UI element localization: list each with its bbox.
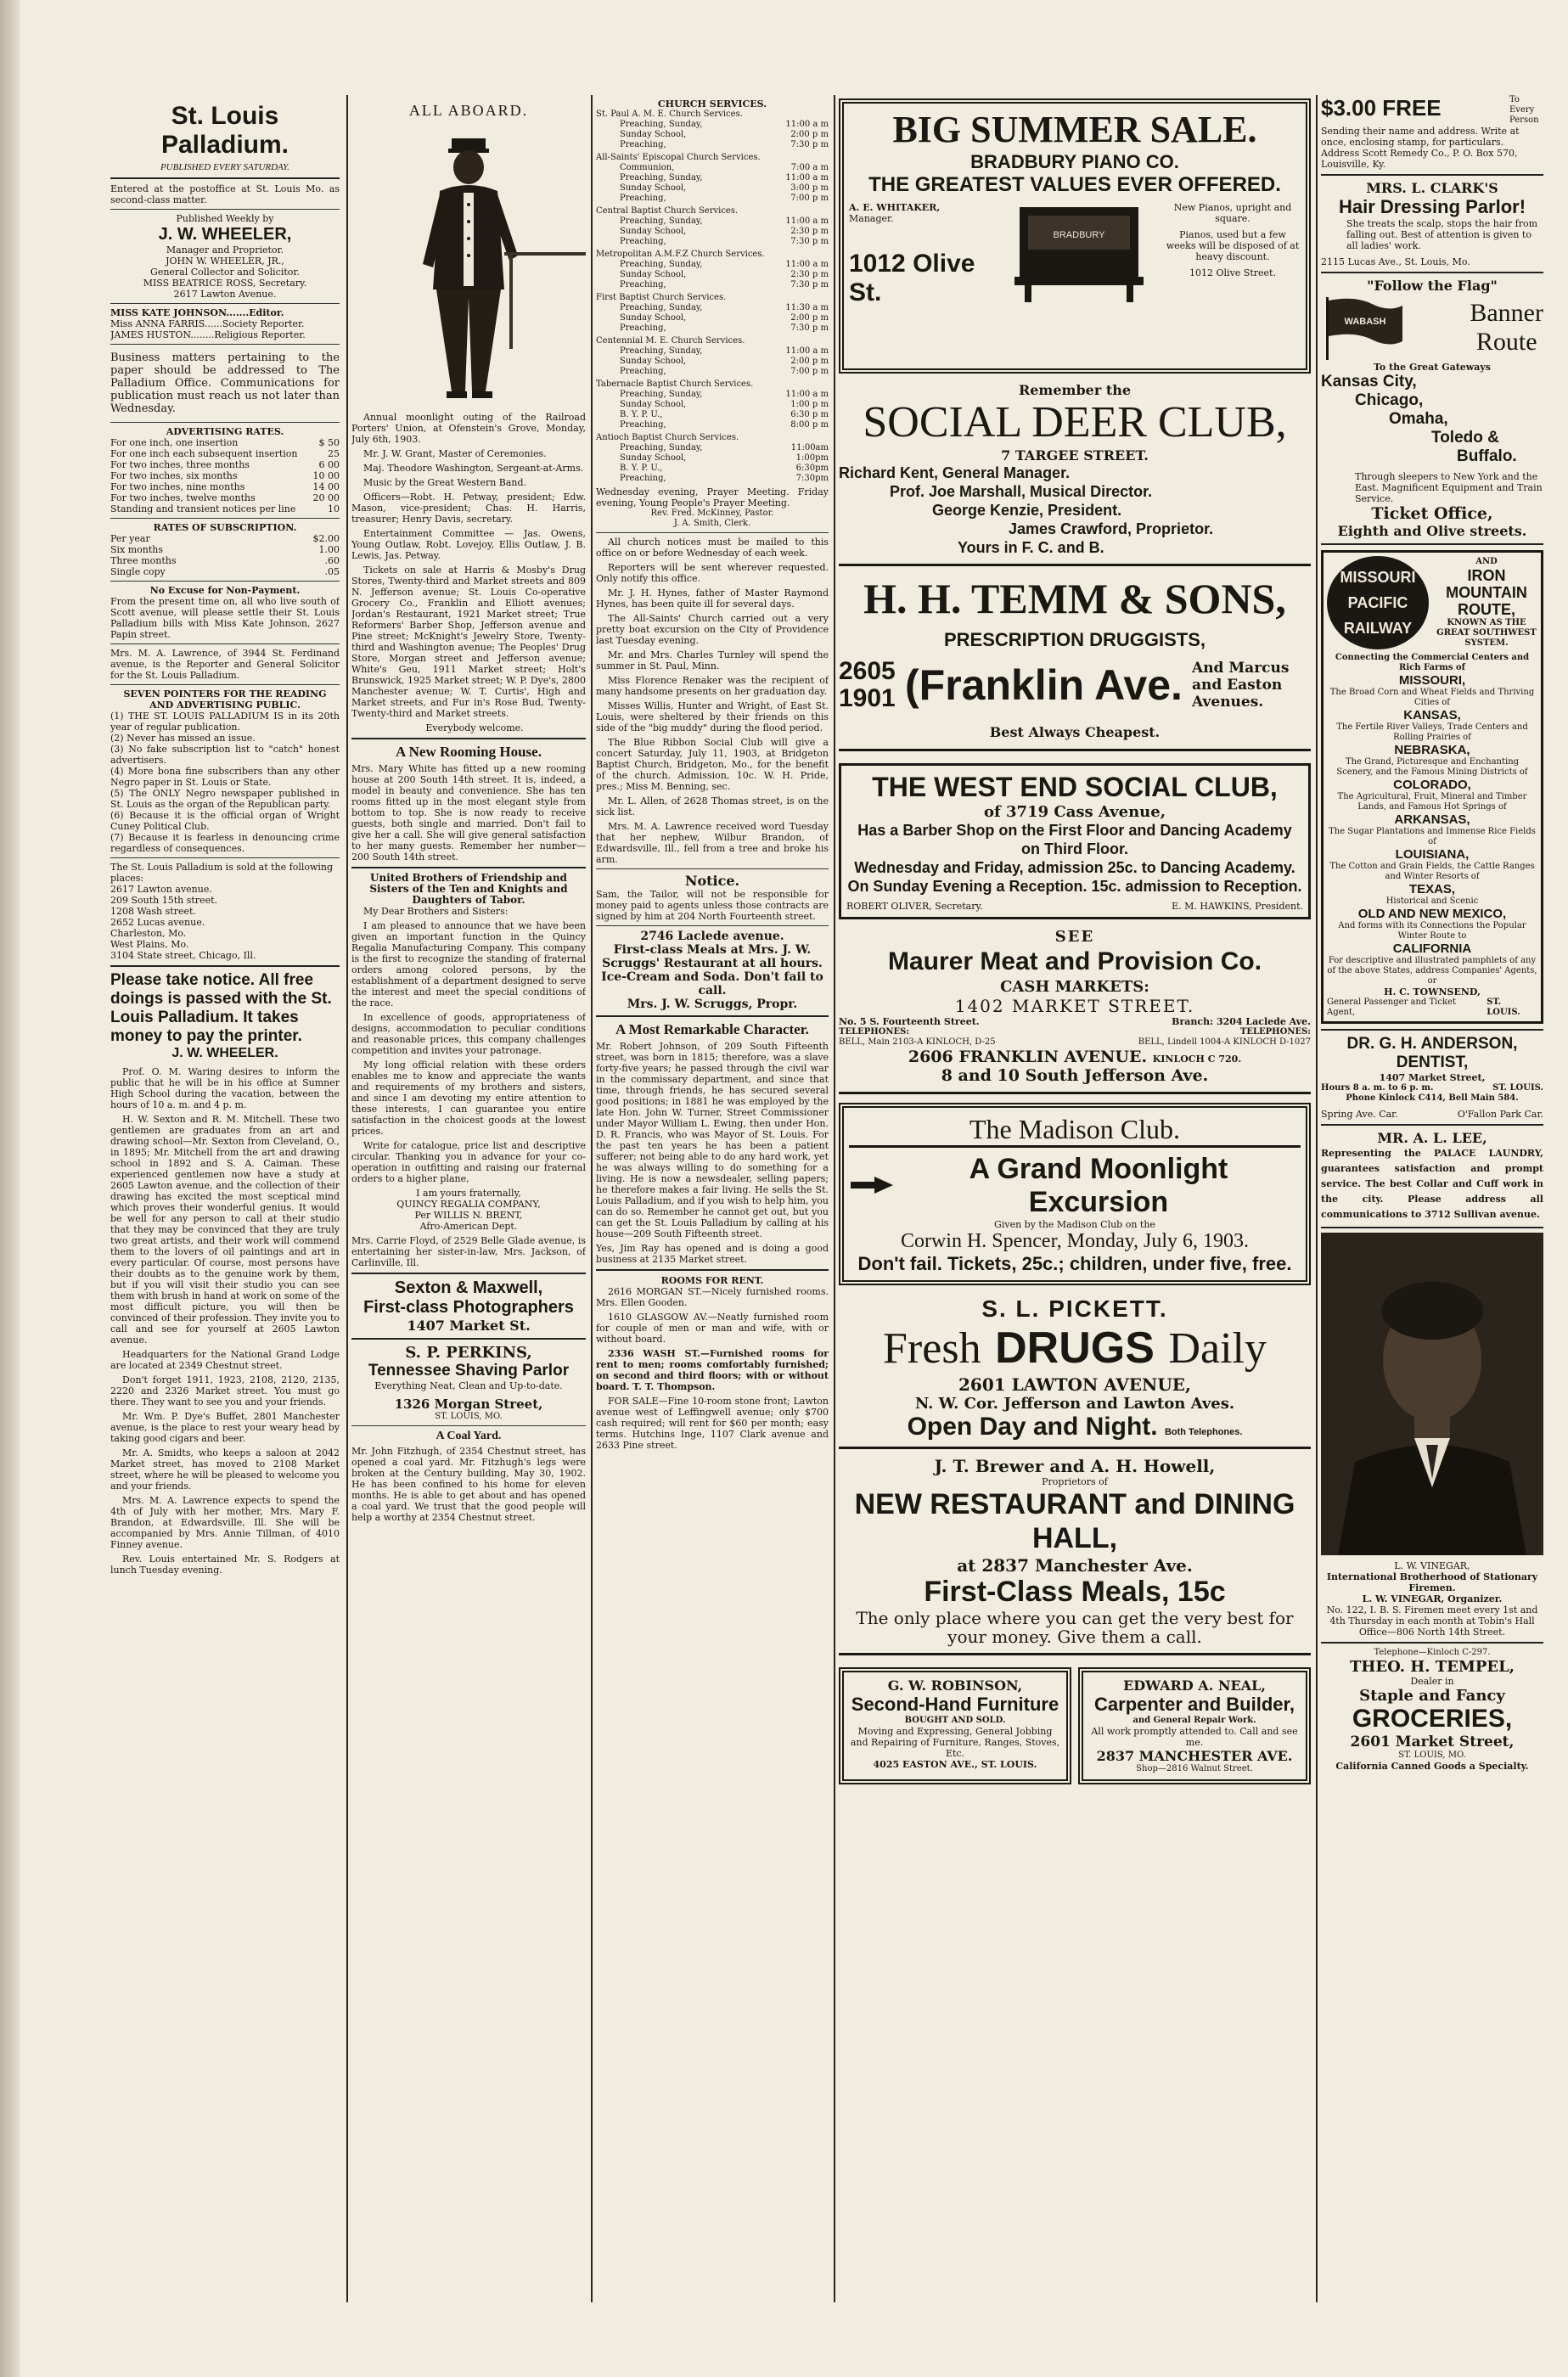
antioch-note: Wednesday evening, Prayer Meeting. Friday evening, Young People's Prayer Meeting. [596,486,829,509]
col1-paragraphs: Prof. O. M. Waring desires to inform the public that he will be in his office at Sumner High School during the vacation, between the hours of 10 a. m. and 4 p. m. H. W. Sexton and R. M. Mitchell. These two gentlemen are graduates from an art and drawing school—Mr. Sexton from Cleveland, O., in 1895; Mr. Mitchell from the art and drawing school in 1892 and S. A. Caiman. These experienced gentlemen now have a study at 2605 Lawton avenue, and the collection of their drawing has excited the most sceptical mind which proves their wonderful genius. It would be well for any person to call at their studio that they may be convinced that they are truly two great artists, and their work will commend them to the lovers of oil paintings and art in every particular. Of course, most persons have their doubts as to the genuine work by them, but if you will visit their studio you can see them with brush in hand at work on some of the most difficult picture, you will then be convinced of their profession. They invite you to call and see for yourself at 2605 Lawton avenue. Headquarters for the National Grand Lodge are located at 2349 Chestnut street. Don't forget 1911, 1923, 2108, 2120, 2135, 2220 and 2326 Market street. You must go there. They want to see you and your friends. Mr. Wm. P. Dye's Buffet, 2801 Manchester avenue, is the place to rest your weary head by taking good cigars and beer. Mr. A. Smidts, who keeps a saloon at 2042 Market street, has moved to 2108 Market street, where he will be pleased to welcome you and your friends. Mrs. M. A. Lawrence expects to spend the 4th of July with her mother, Mrs. Mary F. Brandon, at Edwardsville, Ill. She will be accompanied by Mrs. Annie Tillman, of 4010 Finney avenue. Rev. Louis entertained Mr. S. Rodgers at lunch Tuesday evening. [110,1066,340,1576]
service-time: 2:30 p m [790,227,829,236]
state-name: TEXAS, [1408,882,1456,896]
service-time: 7:30 p m [790,280,829,289]
church-service-row [596,367,829,377]
service-time: 11:00 a m [785,173,829,183]
publisher-name: J. W. WHEELER, [158,225,292,244]
tempel-groceries-ad: Telephone—Kinloch C-297. THEO. H. TEMPEL, Dealer in Staple and Fancy GROCERIES, 2601 Market Street, ST. LOUIS, MO. California Canned Goods a Specialty. [1335,1648,1529,1772]
service-time: 2:30 p m [790,270,829,279]
lee-laundry-ad: MR. A. L. LEE, Representing the PALACE LAUNDRY, guarantees satisfaction and prompt service. The best Collar and Cuff work in the city. Please address all communications to 3712 Sullivan avenue. [1321,1130,1543,1220]
wabash-route-ad: "Follow the Flag" WABASH Banner Route To the Great Gateways Kansas City, Chicago, Omaha, Toledo & Buffalo. Through sleepers to New York and the East. Magnificent Equipment and Train Service. Ticket Office, Eighth and Olive streets. [1321,278,1543,539]
portrait-illustration [1321,1233,1543,1555]
service-time: 2:00 p m [790,130,829,139]
church-service-row [596,390,829,400]
service-time: 11:00 a m [785,260,829,269]
church-service-row [596,400,829,410]
service-label: Preaching, [620,140,666,149]
new-restaurant-ad: J. T. Brewer and A. H. Howell, Proprietors of NEW RESTAURANT and DINING HALL, at 2837 Manchester Ave. First-Class Meals, 15c The only place where you can get the very best for your money. Give them a call. [839,1449,1311,1655]
coal-text: Mr. John Fitzhugh, of 2354 Chestnut street, has opened a coal yard. Mr. Fitzhugh's legs were broken at the Century building, May 30, 1902. He has been confined to his home for eleven months. He is able to get about and has opened a coal yard. We trust that the good people will help a worthy at 2354 Chestnut street. [351,1446,586,1523]
church-block [596,250,829,290]
church-block [596,379,829,430]
service-time: 2:00 p m [790,313,829,323]
pointing-hand-icon [849,1173,896,1199]
church-service-row [596,443,829,453]
church-service-row [596,346,829,357]
service-time: 3:00 p m [790,183,829,193]
church-block [596,206,829,247]
state-name: LOUISIANA, [1395,847,1470,862]
church-name: Antioch Baptist Church Services. [596,433,739,442]
church-block [596,110,829,150]
masthead-subtitle: PUBLISHED EVERY SATURDAY. [160,162,290,172]
sub-rates-table: Per year $2.00 Six months 1.00 Three months .60 Single copy .05 [110,533,340,577]
service-time: 11:00am [790,443,829,452]
service-time: 1:00pm [795,453,829,463]
column-rule [591,95,593,2302]
church-title: CHURCH SERVICES. [657,98,767,110]
church-block [596,293,829,334]
free-offer-ad: $3.00 FREE To Every Person Sending their name and address. Write at once, enclosing stamp, for particulars. Address Scott Remedy Co., P. O. Box 570, Louisville, Ky. [1321,95,1539,170]
service-label: Sunday School, [620,130,687,139]
service-time: 7:00 a m [790,163,829,172]
church-service-row [596,474,829,484]
service-label: Preaching, Sunday, [620,260,703,269]
rooming-text: Mrs. Mary White has fitted up a new rooming house at 200 South 14th street. It is, indeed, a model in beauty and convenience. She has ten rooms fitted up in the most elegant style from bottom to top. She is now ready to receive guests, both single and married. Don't fail to give her a call. She will give general satisfaction to her many guests. Remember her number—200 South 14th street. [351,763,586,863]
state-name: MISSOURI, [1398,673,1466,688]
remarkable-text: Mr. Robert Johnson, of 209 South Fifteenth street, was born in 1815; therefore, was a slave forty-five years; he passed through the civil war in the commissary department, and since that time, through friends, he has secured several good positions; in 1881 he was employed by the late Hon. John W. Turner, Street Commissioner under Mayor William L. Ewing, then under Hon. D. R. Francis, who was Mayor of St. Louis. For the past ten years he has been a patient sufferer; not being able to do any hard work, yet he was always willing to do something for a living. He is now a newsdealer, selling papers; he therefore makes a fair living. He sells the St. Louis Palladium, and if you wish to help him, you can do so. Remember he cannot get out, but you can get the St. Louis Palladium by calling at his house—209 South Fifteenth street. [596,1041,829,1239]
service-label: Sunday School, [620,313,687,323]
church-service-row [596,173,829,183]
column-4-ads [839,95,1311,2319]
service-time: 11:00 a m [785,390,829,399]
service-label: Preaching, Sunday, [620,120,703,129]
sold-at-list: The St. Louis Palladium is sold at the following places: 2617 Lawton avenue. 209 South 15th street. 1208 Wash street. 2652 Lucas avenue. Charleston, Mo. West Plains, Mo. 3104 State street, Chicago, Ill. [110,862,334,961]
church-service-row [596,194,829,204]
church-name: St. Paul A. M. E. Church Services. [596,110,743,119]
church-name: Metropolitan A.M.F.Z Church Services. [596,250,765,259]
vinegar-caption: L. W. VINEGAR, International Brotherhood of Stationary Firemen. L. W. VINEGAR, Organizer. No. 122, I. B. S. Firemen meet every 1st and 4th Thursday in each month at Tobin's Hall Office—806 North 14th Street. [1326,1560,1538,1638]
church-service-row [596,453,829,464]
service-label: Preaching, [620,474,666,483]
notice-title: Notice. [684,873,740,889]
service-label: B. Y. P. U., [620,410,663,419]
church-service-row [596,270,829,280]
church-service-row [596,357,829,367]
state-description: The Fertile River Valleys, Trade Centers and Rolling Prairies of [1336,722,1528,742]
west-end-club-ad: THE WEST END SOCIAL CLUB, of 3719 Cass Avenue, Has a Barber Shop on the First Floor and Dancing Academy on Third Floor. Wednesday and Friday, admission 25c. to Dancing Academy. On Sunday Evening a Reception. 15c. admission to Reception. ROBERT OLIVER, Secretary. E. M. HAWKINS, President. [839,763,1311,919]
adv-rates-title: ADVERTISING RATES. [166,426,284,437]
church-name: Tabernacle Baptist Church Services. [596,379,754,389]
service-label: Preaching, [620,194,666,203]
church-service-row [596,216,829,227]
service-label: Sunday School, [620,357,687,366]
church-service-row [596,120,829,130]
church-block [596,153,829,204]
jim-ray-note: Yes, Jim Ray has opened and is doing a good business at 2135 Market street. [596,1243,829,1265]
pointers-list: (1) THE ST. LOUIS PALLADIUM IS in its 20th year of regular publication. (2) Never has missed an issue. (3) No fake subscription list to "catch" honest advertisers. (4) More bona fine subscribers than any other Negro paper in St. Louis or State. (5) The ONLY Negro newspaper published in St. Louis as the organ of the Republican party. (6) Because it is the official organ of Wright Cuney Political Club. (7) Because it is fearless in denouncing crime regardless of consequences. [110,711,340,854]
service-label: Sunday School, [620,227,687,236]
piano-illustration [1011,202,1147,304]
service-time: 7:30 p m [790,140,829,149]
church-services [596,110,829,484]
coal-title: A Coal Yard. [436,1430,502,1442]
church-service-row [596,237,829,247]
service-time: 11:00 a m [785,216,829,226]
church-service-row [596,183,829,194]
service-label: Sunday School, [620,270,687,279]
temm-sons-ad: H. H. TEMM & SONS, PRESCRIPTION DRUGGISTS, 2605 1901 (Franklin Ave. And Marcus and Easton Avenues. Best Always Cheapest. [839,566,1311,751]
antioch-pastor: Rev. Fred. McKinney, Pastor. J. A. Smith, Clerk. [650,509,774,528]
state-description: The Sugar Plantations and Immense Rice Fields of [1329,827,1536,846]
church-block [596,433,829,484]
floyd-note: Mrs. Carrie Floyd, of 2529 Belle Glade avenue, is entertaining her sister-in-law, Mrs. Jackson, of Carlinville, Ill. [351,1235,586,1268]
service-time: 8:00 p m [790,420,829,430]
all-aboard-text: Annual moonlight outing of the Railroad Porters' Union, at Ofenstein's Grove, Monday, July 6th, 1903. Mr. J. W. Grant, Master of Ceremonies. Maj. Theodore Washington, Sergeant-at-Arms. Music by the Great Western Band. Officers—Robt. H. Petway, president; Edw. Mason, vice-president; Chas. H. Harris, treasurer; Henry Davis, secretary. Entertainment Committee — Jas. Owens, Young Outlaw, Robt. Lovejoy, Ellis Outlaw, J. B. Lewis, Jas. Petway. Tickets on sale at Harris & Mosby's Drug Stores, Twenty-third and Market streets and 809 N. Jefferson avenue; St. Louis Co-operative Grocery Co., Franklin and Elliott avenues; Jordan's Restaurant, 1921 Market street; True Reformers' Barber Shop, Jefferson avenue and Pine street; McKnight's Jewelry Store, Twenty-third and Washington avenue; The Peoples' Drug Store, Morgan street and Jefferson avenue; White's Geu, 1911 Market street; Holt's Brunswick, 1925 Market street; W. P. Dye's, 2800 Manchester avenue; W. T. Curtis', High and Market streets, and Fur in's Rose Bud, Twenty-Twenty-third and Market streets. Everybody welcome. [351,412,586,733]
pointers-title: SEVEN POINTERS FOR THE READING AND ADVERTISING PUBLIC. [123,688,327,711]
sub-rates-title: RATES OF SUBSCRIPTION. [153,522,297,533]
service-time: 7:30pm [795,474,829,483]
bottom-ads-row [839,1667,1311,1784]
service-time: 7:00 p m [790,194,829,203]
service-time: 7:30 p m [790,237,829,246]
state-description: The Grand, Picturesque and Enchanting Scenery, and the Famous Mining Districts of [1336,757,1528,777]
missouri-pacific-logo-icon: MISSOURI PACIFIC RAILWAY [1327,556,1429,649]
all-aboard-title: ALL ABOARD. [408,102,529,119]
service-time: 7:00 p m [790,367,829,376]
state-name: OLD AND NEW MEXICO, [1357,907,1507,921]
rooming-title: A New Rooming House. [396,744,542,760]
svg-text:BRADBURY: BRADBURY [1053,230,1105,240]
staff-list: Manager and Proprietor. JOHN W. WHEELER, JR., General Collector and Solicitor. MISS BEATRICE ROSS, Secretary. 2617 Lawton Avenue. [143,244,307,300]
bradbury-ad: BIG SUMMER SALE. BRADBURY PIANO CO. THE GREATEST VALUES EVER OFFERED. A. E. WHITAKER, Manager. 1012 Olive St. BRADBURY New Pianos, upright and square. Pianos, used but a few weeks will be disposed of at heavy discount. 1012 Olive Street. [839,98,1311,374]
pickett-drugs-ad: S. L. PICKETT. Fresh DRUGS Daily 2601 LAWTON AVENUE, N. W. Cor. Jefferson and Lawton Aves. Open Day and Night. Both Telephones. [839,1290,1311,1449]
service-label: Preaching, [620,323,666,333]
column-5 [1321,95,1543,2319]
neal-carpenter-ad: EDWARD A. NEAL, Carpenter and Builder, and General Repair Work. All work promptly attended to. Call and see me. 2837 MANCHESTER AVE. Shop—2816 Walnut Street. [1078,1667,1311,1784]
state-description: The Cotton and Grain Fields, the Cattle Ranges and Winter Resorts of [1329,862,1535,881]
church-service-row [596,323,829,334]
rooms-title: ROOMS FOR RENT. [660,1275,764,1286]
church-name: First Baptist Church Services. [596,293,727,302]
service-label: Sunday School, [620,400,687,409]
editor-list: MISS KATE JOHNSON.......Editor. Miss ANNA FARRIS......Society Reporter. JAMES HUSTON........Religious Reporter. [110,307,306,340]
scruggs-ad: 2746 Laclede avenue. First-class Meals at Mrs. J. W. Scruggs' Restaurant at all hours. Ice-Cream and Soda. Don't fail to call. Mrs. J. W. Scruggs, Propr. [601,930,823,1011]
service-label: Preaching, [620,280,666,289]
service-time: 2:00 p m [790,357,829,366]
service-label: Preaching, Sunday, [620,303,703,312]
excuse-text: From the present time on, all who live south of Scott avenue, will please settle their St. Louis Palladium bills with Miss Kate Johnson, 2627 Papin street. [110,596,340,640]
excuse-title: No Excuse for Non-Payment. [149,585,301,596]
masthead-title: St. Louis Palladium. [160,102,289,159]
column-2 [351,95,586,2319]
service-label: Preaching, Sunday, [620,216,703,226]
service-time: 11:30 a m [785,303,829,312]
church-name: All-Saints' Episcopal Church Services. [596,153,761,162]
church-service-row [596,410,829,420]
svg-text:WABASH: WABASH [1344,317,1386,327]
church-service-row [596,163,829,173]
lawrence-note: Mrs. M. A. Lawrence, of 3944 St. Ferdinand avenue, is the Reporter and General Solicitor for the St. Louis Palladium. [110,648,340,681]
church-service-row [596,130,829,140]
service-label: Sunday School, [620,183,687,193]
church-service-row [596,464,829,474]
state-description: The Agricultural, Fruit, Mineral and Timber Lands, and Famous Hot Springs of [1337,792,1527,812]
service-label: Preaching, [620,420,666,430]
social-deer-club-ad: Remember the SOCIAL DEER CLUB, 7 TARGEE STREET. Richard Kent, General Manager. Prof. Joe Marshall, Musical Director. George Kenzie, President. James Crawford, Proprietor. Yours in F. C. and B. [839,379,1311,566]
service-label: Preaching, [620,237,666,246]
church-service-row [596,303,829,313]
column-1 [110,95,340,2319]
church-name: Centennial M. E. Church Services. [596,336,745,346]
state-name: COLORADO, [1393,778,1471,792]
brothers-signature: I am yours fraternally, QUINCY REGALIA COMPANY, Per WILLIS N. BRENT, Afro-American Dept. [396,1188,541,1232]
service-time: 11:00 a m [785,120,829,129]
church-block [596,336,829,377]
state-description: Historical and Scenic [1385,896,1479,906]
clark-hair-ad: MRS. L. CLARK'S Hair Dressing Parlor! She treats the scalp, stops the hair from falling out. Best of attention is given to all ladies' work. 2115 Lucas Ave., St. Louis, Mo. [1321,180,1538,267]
service-time: 1:00 p m [790,400,829,409]
robinson-furniture-ad: G. W. ROBINSON, Second-Hand Furniture BOUGHT AND SOLD. Moving and Expressing, General Jobbing and Repairing of Furniture, Ranges, Stoves, Etc. 4025 EASTON AVE., ST. LOUIS. [839,1667,1071,1784]
service-time: 6:30 p m [790,410,829,419]
brothers-text: My Dear Brothers and Sisters: I am pleased to announce that we have been given an important function in the Quincy Regalia Manufacturing Company. This company is the first to recognize the standing of fraternal orders among colored persons, by the establishment of a department designed to serve the interest and meet the special conditions of the race. In excellence of goods, appropriateness of designs, accommodation to peculiar conditions and reasonable prices, this company challenges competition and invites your patronage. My long official relation with these orders enables me to know and appreciate the wants and requirements of my brothers and sisters, and since I am devoting my entire attention to these interests, I can guarantee you entire satisfaction in the choicest goods at the lowest prices. Write for catalogue, price list and descriptive circular. Thanking you in advance for your co-operation in outfitting and raising our fraternal orders to a higher plane, [351,906,586,1184]
church-service-row [596,227,829,237]
madison-club-ad: The Madison Club. A Grand Moonlight Excursion Given by the Madison Club on the Corwin H. Spencer, Monday, July 6, 1903. Don't fail. Tickets, 25c.; children, under five, free. [839,1103,1311,1285]
state-description: And forms with its Connections the Popular Winter Route to [1338,921,1526,941]
adv-rates-table: For one inch, one insertion $ 50 For one inch each subsequent insertion 25 For two inches, three months 6 00 For two inches, six months 10 00 For two inches, nine months 14 00 For two inches, twelve months 20 00 Standing and transient notices per line 10 [110,437,340,514]
state-description: The Broad Corn and Wheat Fields and Thriving Cities of [1329,688,1535,707]
printer-notice: Please take notice. All free doings is passed with the St. Louis Palladium. It takes money to pay the printer. [110,971,332,1045]
col3-paragraphs: All church notices must be mailed to this office on or before Wednesday of each week. Reporters will be sent wherever requested. Only notify this office. Mr. J. H. Hynes, father of Master Raymond Hynes, has been quite ill for several days. The All-Saints' Church carried out a very pretty boat excursion on the City of Providence last Tuesday evening. Mr. and Mrs. Charles Turnley will spend the summer in St. Paul, Minn. Miss Florence Renaker was the recipient of many handsome presents on her graduation day. Misses Willis, Hunter and Wright, of East St. Louis, were sheltered by their friends on this side of the "big muddy" during the flood period. The Blue Ribbon Social Club will give a concert Saturday, July 11, 1903, at Bridgeton Baptist Church, Bridgeton, Mo., for the benefit of the church. Admission, 10c. W. H. Pride, pres.; Miss M. Benning, sec. Mr. L. Allen, of 2628 Thomas street, is on the sick list. Mrs. M. A. Lawrence received word Tuesday that her nephew, Wilbur Brandon, of Edwardsville, Ill., fell from a tree and broke his arm. [596,537,829,865]
state-name: KANSAS, [1403,708,1461,722]
brothers-title: United Brothers of Friendship and Sisters of the Ten and Knights and Daughters of Tabor. [369,872,568,906]
service-time: 6:30pm [795,464,829,473]
perkins-ad: S. P. PERKINS, Tennessee Shaving Parlor Everything Neat, Clean and Up-to-date. 1326 Morgan Street, ST. LOUIS, MO. [368,1344,570,1421]
service-label: Communion, [620,163,675,172]
church-name: Central Baptist Church Services. [596,206,739,216]
service-label: Preaching, [620,367,666,376]
service-time: 11:00 a m [785,346,829,356]
church-service-row [596,420,829,430]
vinegar-portrait [1321,1233,1543,1555]
missouri-pacific-ad: MISSOURI PACIFIC RAILWAY AND IRON MOUNTAIN ROUTE, KNOWN AS THE GREAT SOUTHWEST SYSTEM. Connecting the Commercial Centers and Rich Farms of MISSOURI, The Broad Corn and Wheat Fields and Thriving Cities of KANSAS, The Fertile River Valleys, Trade Centers and Rolling Prairies of NEBRASKA, The Grand, Picturesque and Enchanting Scenery, and the Famous Mining Districts of COLORADO, The Agricultural, Fruit, Mineral and Timber Lands, and Famous Hot Springs of ARKANSAS, The Sugar Plantations and Immense Rice Fields of LOUISIANA, The Cotton and Grain Fields, the Cattle Ranges and Winter Resorts of TEXAS, Historical and Scenic OLD AND NEW MEXICO, And forms with its Connections the Popular Winter Route to CALIFORNIA For descriptive and illustrated pamphlets of any of the above States, address Companies' Agents, or H. C. TOWNSEND, General Passenger and Ticket Agent, ST. LOUIS. [1321,550,1543,1024]
business-notice: Business matters pertaining to the paper should be addressed to The Palladium Office. Communications for publication must reach us not later than Wednesday. [110,351,340,415]
church-service-row [596,280,829,290]
church-service-row [596,313,829,323]
entered-notice: Entered at the postoffice at St. Louis Mo. as second-class matter. [110,183,340,205]
notice-text: Sam, the Tailor, will not be responsible for money paid to agents unless those contracts are signed by him at 204 North Fourteenth street. [596,889,829,922]
column-rule [1316,95,1318,2302]
service-label: Preaching, Sunday, [620,390,703,399]
printer-notice-signature: J. W. WHEELER. [171,1046,278,1060]
state-name: ARKANSAS, [1394,812,1470,827]
state-name: CALIFORNIA [1392,941,1472,956]
sexton-maxwell-ad: Sexton & Maxwell, First-class Photographers 1407 Market St. [363,1278,574,1334]
published-by: Published Weekly by [176,213,274,224]
remarkable-title: A Most Remarkable Character. [615,1021,809,1037]
state-name: NEBRASKA, [1394,743,1470,757]
maurer-meat-ad: SEE Maurer Meat and Provision Co. CASH MARKETS: 1402 MARKET STREET. No. 5 S. Fourteenth Street. Branch: 3204 Laclede Ave. TELEPHONES: TELEPHONES: BELL, Main 2103-A KINLOCH, D-25 BELL, Lindell 1004-A KINLOCH D-1027 2606 FRANKLIN AVENUE. KINLOCH C 720. 8 and 10 South Jefferson Ave. [839,924,1311,1094]
column-3 [596,95,829,2319]
service-label: Preaching, Sunday, [620,173,703,183]
service-label: Preaching, Sunday, [620,443,703,452]
church-service-row [596,140,829,150]
column-rule [834,95,835,2302]
column-rule [346,95,348,2302]
service-time: 7:30 p m [790,323,829,333]
railroad-porter-illustration [351,120,586,408]
service-label: B. Y. P. U., [620,464,663,473]
wabash-flag-icon [1321,294,1406,362]
service-label: Sunday School, [620,453,687,463]
page-edge [0,0,20,2377]
church-service-row [596,260,829,270]
rooms-list: 2616 MORGAN ST.—Nicely furnished rooms. Mrs. Ellen Gooden. 1610 GLASGOW AV.—Neatly furnished room for couple of men or man and wife, with or without board. 2336 WASH ST.—Furnished rooms for rent to men; rooms comfortably furnished; on second and third floors; with or without board. T. T. Thompson. FOR SALE—Fine 10-room stone front; Lawton avenue west of Leffingwell avenue; only $700 cash required; will rent for $60 per month; easy terms. Hutchins Inge, 1107 Clark avenue and 2633 Pine street. [596,1286,829,1451]
anderson-dentist-ad: DR. G. H. ANDERSON, DENTIST, 1407 Market Street, Hours 8 a. m. to 6 p. m. ST. LOUIS. Phone Kinlock C414, Bell Main 584. Spring Ave. Car. O'Fallon Park Car. [1321,1035,1543,1120]
service-label: Preaching, Sunday, [620,346,703,356]
